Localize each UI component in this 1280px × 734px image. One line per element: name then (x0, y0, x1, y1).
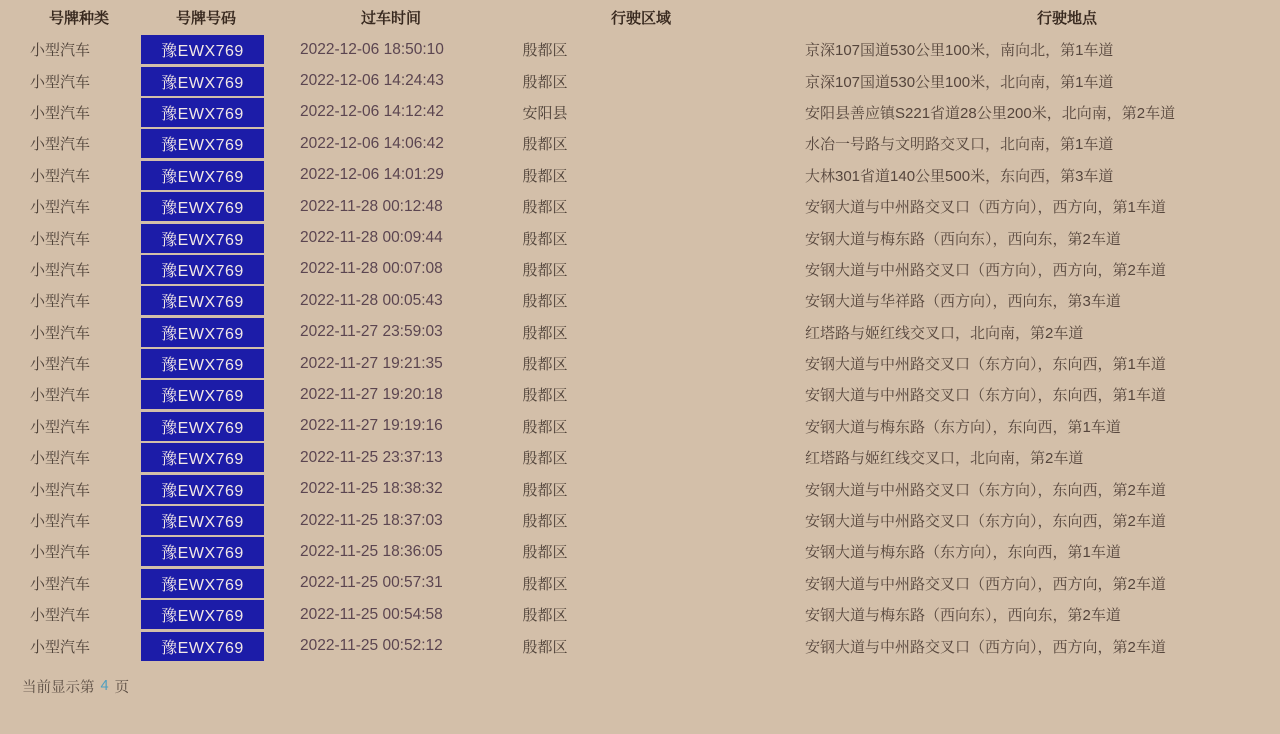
plate-number-badge[interactable]: 豫EWX769 (141, 129, 264, 158)
driving-area-cell: 殷都区 (522, 199, 568, 217)
plate-type-cell: 小型汽车 (30, 104, 91, 122)
plate-number-badge[interactable]: 豫EWX769 (141, 318, 264, 347)
driving-area-cell: 殷都区 (522, 450, 568, 468)
pass-time-cell: 2022-12-06 14:12:42 (300, 103, 444, 121)
driving-area-cell: 殷都区 (522, 136, 568, 154)
table-row (0, 34, 1280, 65)
current-page-number[interactable]: 4 (100, 678, 109, 695)
plate-type-cell: 小型汽车 (30, 230, 91, 248)
plate-number-cell (141, 442, 264, 473)
pass-time-cell: 2022-11-28 00:12:48 (300, 197, 443, 215)
driving-location-cell: 大林301省道140公里500米，东向西，第3车道 (805, 167, 1114, 185)
driving-area-cell: 殷都区 (522, 513, 568, 531)
plate-number-badge[interactable]: 豫EWX769 (141, 349, 264, 378)
driving-location-cell: 安钢大道与梅东路（东方向），东向西，第1车道 (805, 544, 1121, 562)
plate-number-badge[interactable]: 豫EWX769 (141, 569, 264, 598)
pass-time-cell: 2022-11-25 18:38:32 (300, 480, 443, 498)
table-body (0, 34, 1280, 662)
plate-type-cell: 小型汽车 (30, 73, 91, 91)
driving-area-cell: 殷都区 (522, 230, 568, 248)
pass-time-cell: 2022-11-28 00:09:44 (300, 229, 443, 247)
pass-time-cell: 2022-11-27 19:21:35 (300, 354, 443, 372)
header-plate-number: 号牌号码 (175, 10, 237, 27)
driving-location-cell: 安钢大道与梅东路（西向东），西向东，第2车道 (805, 607, 1121, 625)
plate-number-badge[interactable]: 豫EWX769 (141, 537, 264, 566)
driving-location-cell: 安钢大道与中州路交叉口（西方向），西方向，第2车道 (805, 261, 1166, 279)
driving-area-cell: 殷都区 (522, 73, 568, 91)
plate-number-cell (141, 473, 264, 504)
driving-location-cell: 安钢大道与中州路交叉口（东方向），东向西，第2车道 (805, 481, 1166, 499)
table-header (0, 0, 1280, 34)
plate-number-badge[interactable]: 豫EWX769 (141, 161, 264, 190)
plate-number-badge[interactable]: 豫EWX769 (141, 475, 264, 504)
plate-type-cell: 小型汽车 (30, 544, 91, 562)
table-row (0, 285, 1280, 316)
plate-number-badge[interactable]: 豫EWX769 (141, 224, 264, 253)
plate-type-cell: 小型汽车 (30, 167, 91, 185)
driving-area-cell: 殷都区 (522, 544, 568, 562)
plate-number-cell (141, 254, 264, 285)
header-plate-type: 号牌种类 (48, 10, 110, 27)
plate-type-cell: 小型汽车 (30, 356, 91, 374)
table-row (0, 599, 1280, 630)
table-row (0, 191, 1280, 222)
plate-number-badge[interactable]: 豫EWX769 (141, 412, 264, 441)
plate-number-badge[interactable]: 豫EWX769 (141, 67, 264, 96)
plate-type-cell: 小型汽车 (30, 387, 91, 405)
plate-type-cell: 小型汽车 (30, 199, 91, 217)
pass-time-cell: 2022-11-27 19:19:16 (300, 417, 443, 435)
plate-number-badge[interactable]: 豫EWX769 (141, 600, 264, 629)
table-row (0, 128, 1280, 159)
header-driving-location: 行驶地点 (1036, 10, 1098, 27)
table-row (0, 317, 1280, 348)
table-row (0, 568, 1280, 599)
driving-area-cell: 殷都区 (522, 261, 568, 279)
driving-location-cell: 红塔路与姬红线交叉口，北向南，第2车道 (805, 450, 1084, 468)
pagination-prefix: 当前显示第 (22, 679, 95, 696)
plate-number-badge[interactable]: 豫EWX769 (141, 192, 264, 221)
pass-time-cell: 2022-11-28 00:05:43 (300, 291, 443, 309)
plate-type-cell: 小型汽车 (30, 450, 91, 468)
driving-location-cell: 红塔路与姬红线交叉口，北向南，第2车道 (805, 324, 1084, 342)
table-row (0, 473, 1280, 504)
table-row (0, 411, 1280, 442)
driving-location-cell: 安钢大道与梅东路（西向东），西向东，第2车道 (805, 230, 1121, 248)
plate-type-cell: 小型汽车 (30, 481, 91, 499)
driving-location-cell: 水冶一号路与文明路交叉口，北向南，第1车道 (805, 136, 1114, 154)
driving-location-cell: 安钢大道与中州路交叉口（西方向），西方向，第1车道 (805, 199, 1166, 217)
table-row (0, 222, 1280, 253)
plate-number-cell (141, 568, 264, 599)
driving-area-cell: 殷都区 (522, 356, 568, 374)
plate-number-cell (141, 348, 264, 379)
pagination-suffix: 页 (114, 679, 130, 696)
pass-time-cell: 2022-11-25 00:54:58 (300, 605, 443, 623)
driving-area-cell: 殷都区 (522, 638, 568, 656)
plate-type-cell: 小型汽车 (30, 575, 91, 593)
plate-number-cell (141, 411, 264, 442)
plate-number-cell (141, 160, 264, 191)
pass-time-cell: 2022-11-25 00:57:31 (300, 574, 443, 592)
pass-time-cell: 2022-11-25 18:36:05 (300, 542, 443, 560)
driving-area-cell: 殷都区 (522, 293, 568, 311)
header-pass-time: 过车时间 (360, 10, 422, 27)
driving-location-cell: 安钢大道与华祥路（西方向），西向东，第3车道 (805, 293, 1121, 311)
pass-time-cell: 2022-11-25 00:52:12 (300, 637, 443, 655)
pass-time-cell: 2022-11-27 19:20:18 (300, 385, 443, 403)
plate-type-cell: 小型汽车 (30, 42, 91, 60)
plate-number-cell (141, 536, 264, 567)
plate-number-cell (141, 65, 264, 96)
table-row (0, 505, 1280, 536)
driving-location-cell: 安阳县善应镇S221省道28公里200米，北向南，第2车道 (805, 104, 1176, 122)
driving-area-cell: 殷都区 (522, 42, 568, 60)
plate-number-cell (141, 128, 264, 159)
table-row (0, 348, 1280, 379)
driving-area-cell: 殷都区 (522, 324, 568, 342)
driving-location-cell: 安钢大道与中州路交叉口（西方向），西方向，第2车道 (805, 638, 1166, 656)
header-driving-area: 行驶区域 (610, 10, 672, 27)
driving-location-cell: 安钢大道与中州路交叉口（东方向），东向西，第1车道 (805, 387, 1166, 405)
pass-time-cell: 2022-12-06 18:50:10 (300, 40, 444, 58)
driving-area-cell: 殷都区 (522, 387, 568, 405)
plate-number-cell (141, 34, 264, 65)
driving-location-cell: 京深107国道530公里100米，南向北，第1车道 (805, 42, 1114, 60)
plate-number-badge[interactable]: 豫EWX769 (141, 380, 264, 409)
table-row (0, 379, 1280, 410)
driving-area-cell: 殷都区 (522, 481, 568, 499)
table-row (0, 254, 1280, 285)
driving-location-cell: 安钢大道与中州路交叉口（西方向），西方向，第2车道 (805, 575, 1166, 593)
plate-number-badge[interactable]: 豫EWX769 (141, 443, 264, 472)
driving-location-cell: 安钢大道与中州路交叉口（东方向），东向西，第2车道 (805, 513, 1166, 531)
plate-number-badge[interactable]: 豫EWX769 (141, 98, 264, 127)
plate-number-cell (141, 97, 264, 128)
driving-area-cell: 殷都区 (522, 575, 568, 593)
plate-type-cell: 小型汽车 (30, 136, 91, 154)
pagination-status (0, 676, 1280, 697)
driving-location-cell: 安钢大道与梅东路（东方向），东向西，第1车道 (805, 418, 1121, 436)
driving-location-cell: 安钢大道与中州路交叉口（东方向），东向西，第1车道 (805, 356, 1166, 374)
driving-area-cell: 殷都区 (522, 418, 568, 436)
plate-number-cell (141, 505, 264, 536)
driving-area-cell: 殷都区 (522, 607, 568, 625)
plate-type-cell: 小型汽车 (30, 324, 91, 342)
plate-number-badge[interactable]: 豫EWX769 (141, 286, 264, 315)
plate-number-cell (141, 630, 264, 661)
plate-type-cell: 小型汽车 (30, 513, 91, 531)
plate-number-badge[interactable]: 豫EWX769 (141, 35, 264, 64)
plate-type-cell: 小型汽车 (30, 418, 91, 436)
plate-number-cell (141, 379, 264, 410)
table-row (0, 97, 1280, 128)
plate-number-cell (141, 317, 264, 348)
plate-number-badge[interactable]: 豫EWX769 (141, 632, 264, 661)
driving-location-cell: 京深107国道530公里100米，北向南，第1车道 (805, 73, 1114, 91)
plate-number-badge[interactable]: 豫EWX769 (141, 255, 264, 284)
pass-time-cell: 2022-12-06 14:24:43 (300, 72, 444, 90)
driving-area-cell: 安阳县 (522, 104, 568, 122)
plate-number-cell (141, 599, 264, 630)
pass-time-cell: 2022-12-06 14:01:29 (300, 166, 444, 184)
pass-time-cell: 2022-12-06 14:06:42 (300, 134, 444, 152)
plate-number-cell (141, 222, 264, 253)
driving-area-cell: 殷都区 (522, 167, 568, 185)
plate-type-cell: 小型汽车 (30, 261, 91, 279)
plate-type-cell: 小型汽车 (30, 607, 91, 625)
pass-time-cell: 2022-11-25 23:37:13 (300, 448, 443, 466)
plate-type-cell: 小型汽车 (30, 638, 91, 656)
pass-time-cell: 2022-11-27 23:59:03 (300, 323, 443, 341)
plate-type-cell: 小型汽车 (30, 293, 91, 311)
pass-time-cell: 2022-11-28 00:07:08 (300, 260, 443, 278)
table-row (0, 160, 1280, 191)
table-row (0, 630, 1280, 661)
pass-time-cell: 2022-11-25 18:37:03 (300, 511, 443, 529)
table-row (0, 65, 1280, 96)
plate-number-cell (141, 285, 264, 316)
table-row (0, 442, 1280, 473)
plate-number-cell (141, 191, 264, 222)
table-row (0, 536, 1280, 567)
plate-number-badge[interactable]: 豫EWX769 (141, 506, 264, 535)
